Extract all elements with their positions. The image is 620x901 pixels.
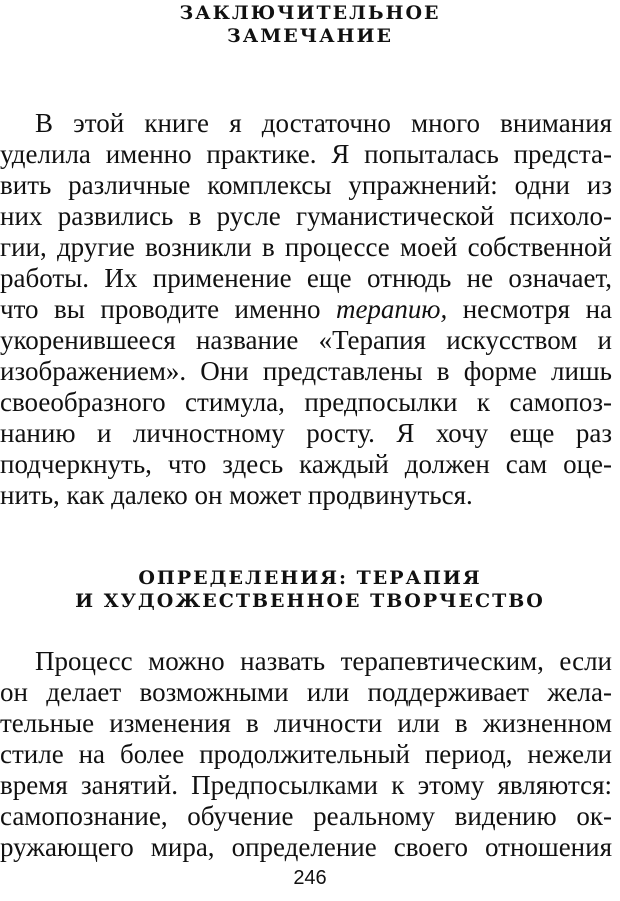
- text-line: укоренившееся название «Терапия искусством и: [0, 325, 612, 355]
- text-line: изображением». Они представлены в форме лишь: [0, 356, 612, 386]
- text-run: несмотря на: [462, 294, 612, 324]
- heading-line: ОПРЕДЕЛЕНИЯ: ТЕРАПИЯ: [138, 567, 482, 589]
- text-line: он делает возможными или поддерживает жела-: [0, 677, 612, 707]
- paragraph-definitions: [0, 646, 612, 863]
- emphasis-word: терапию,: [335, 294, 448, 324]
- heading-line: И ХУДОЖЕСТВЕННОЕ ТВОРЧЕСТВО: [75, 590, 545, 612]
- text-line: тельные изменения в личности или в жизненном: [0, 708, 612, 738]
- text-line: нанию и личностному росту. Я хочу еще раз: [0, 418, 612, 448]
- text-line: гии, другие возникли в процессе моей собственной: [0, 232, 612, 262]
- text-run: что вы проводите именно: [0, 294, 321, 324]
- text-line: работы. Их применение еще отнюдь не означает,: [0, 263, 612, 293]
- heading-line: ЗАКЛЮЧИТЕЛЬНОЕ: [179, 2, 441, 24]
- text-line-with-emphasis: [0, 294, 612, 325]
- text-line: своеобразного стимула, предпосылки к самопоз-: [0, 387, 612, 417]
- section-heading-definitions: [0, 567, 620, 613]
- text-line: Процесс можно назвать терапевтическим, если: [35, 646, 612, 676]
- heading-line: ЗАМЕЧАНИЕ: [227, 25, 393, 47]
- text-line: ружающего мира, определение своего отношения: [0, 832, 612, 862]
- text-line: время занятий. Предпосылками к этому являются:: [0, 770, 612, 800]
- text-line: стиле на более продолжительный период, нежели: [0, 739, 612, 769]
- text-line: уделила именно практике. Я попыталась предста-: [0, 139, 612, 169]
- section-heading-conclusion: [0, 2, 620, 48]
- page-number: 246: [293, 867, 327, 889]
- paragraph-conclusion: [0, 108, 612, 511]
- text-line: подчеркнуть, что здесь каждый должен сам оце-: [0, 449, 612, 479]
- text-line: В этой книге я достаточно много внимания: [35, 108, 612, 138]
- text-line: них развились в русле гуманистической психоло-: [0, 201, 612, 231]
- text-line: самопознание, обучение реальному видению ок-: [0, 801, 612, 831]
- text-line: вить различные комплексы упражнений: одни из: [0, 170, 612, 200]
- text-line: нить, как далеко он может продвинуться.: [0, 480, 473, 510]
